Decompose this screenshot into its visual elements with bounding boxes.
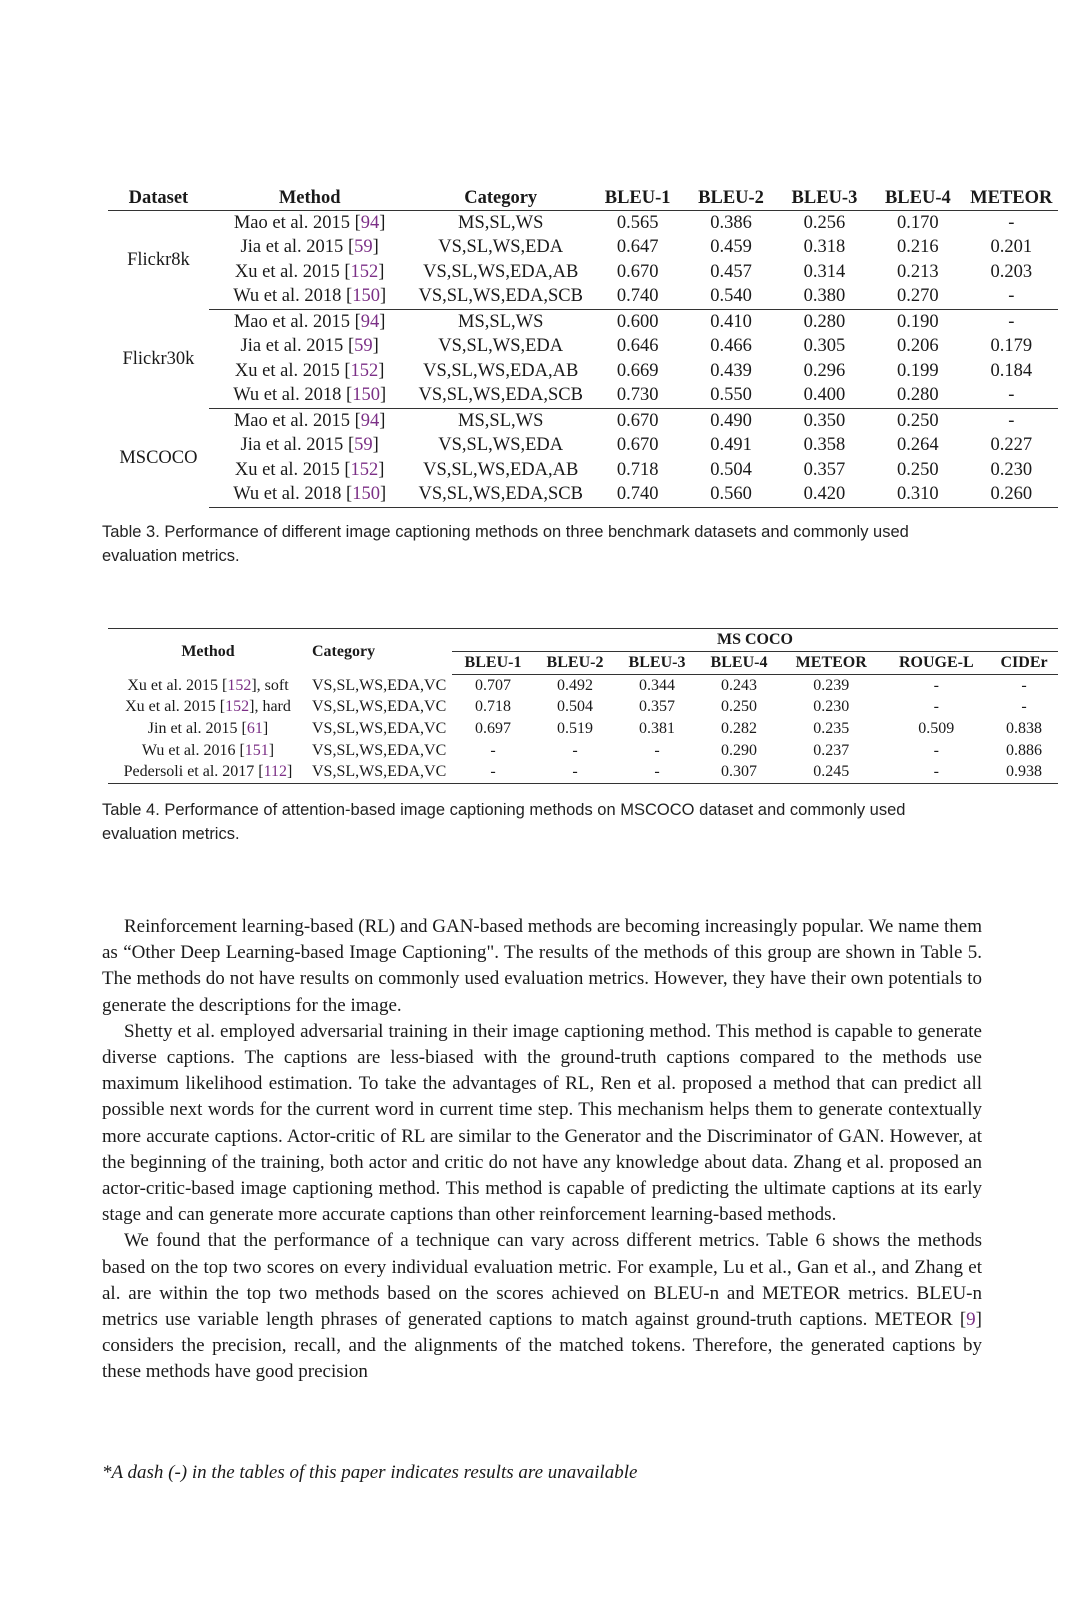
method-cell: Wu et al. 2018 [150] (209, 285, 411, 310)
header-category: Category (411, 186, 591, 211)
metric-cell: - (572, 763, 578, 781)
b3-cell: 0.305 (803, 336, 846, 357)
category-cell: VS,SL,WS,EDA,AB (423, 459, 579, 480)
header-metric: CIDEr (990, 652, 1058, 675)
table-4-caption: Table 4. Performance of attention-based image captioning methods on MSCOCO dataset and commonly used evaluation metrics. (102, 801, 906, 843)
b4-cell: 0.190 (897, 311, 939, 332)
b4-cell: 0.250 (897, 459, 939, 480)
metric-cell: 0.504 (557, 698, 593, 716)
table-row (108, 384, 1058, 409)
table-row (108, 740, 1058, 762)
method-cell: Xu et al. 2015 [152] (234, 360, 385, 381)
header-metric: METEOR (780, 652, 882, 675)
b1-cell: 0.740 (591, 483, 684, 508)
b1-cell: 0.565 (616, 212, 659, 233)
metric-cell: - (933, 741, 939, 759)
b4-cell: 0.216 (897, 237, 939, 258)
header-bleu4: BLEU-4 (871, 186, 964, 211)
metric-cell: 0.492 (557, 676, 593, 694)
b4-cell: 0.199 (897, 360, 939, 381)
method-cell: Xu et al. 2015 [152], soft (127, 676, 289, 694)
citation-link[interactable]: 94 (360, 410, 380, 431)
header-metric: ROUGE-L (882, 652, 990, 675)
method-name: Wu et al. 2018 (233, 484, 342, 505)
method-cell: Jia et al. 2015 [59] (240, 435, 379, 456)
method-name: Xu et al. 2015 (234, 261, 340, 282)
metric-cell: - (490, 763, 496, 781)
b4-cell: 0.206 (897, 336, 939, 357)
b3-cell: 0.318 (803, 237, 846, 258)
b2-cell: 0.550 (684, 384, 777, 409)
category-cell: VS,SL,WS,EDA,SCB (411, 483, 591, 508)
metric-cell: - (933, 676, 939, 694)
dataset-cell: Flickr30k (122, 348, 195, 369)
category-cell: VS,SL,WS,EDA,VC (312, 763, 447, 781)
method-cell: Mao et al. 2015 [94] (233, 311, 386, 332)
header-meteor: METEOR (965, 186, 1058, 211)
method-name: Xu et al. 2015 (125, 698, 216, 716)
b4-cell: 0.170 (897, 212, 939, 233)
header-method: Method (209, 186, 411, 211)
method-name: Jia et al. 2015 (240, 237, 344, 258)
table-row (108, 359, 1058, 384)
header-metric: BLEU-3 (616, 652, 698, 675)
header-metric: BLEU-2 (534, 652, 616, 675)
category-cell: VS,SL,WS,EDA,VC (312, 741, 447, 759)
category-cell: MS,SL,WS (458, 410, 544, 431)
meteor-cell: - (965, 384, 1058, 409)
metric-cell: 0.235 (813, 719, 850, 737)
b1-cell: 0.600 (616, 311, 659, 332)
table-row (108, 409, 1058, 434)
citation-link[interactable]: 112 (263, 763, 288, 781)
b1-cell: 0.670 (616, 261, 659, 282)
metric-cell: - (1021, 698, 1027, 716)
method-name: Wu et al. 2018 (233, 385, 342, 406)
category-cell: VS,SL,WS,EDA,VC (312, 676, 447, 694)
meteor-cell: - (1008, 212, 1015, 233)
citation-link[interactable]: 94 (360, 311, 380, 332)
metric-cell: - (933, 763, 939, 781)
citation-link[interactable]: 152 (350, 459, 379, 480)
meteor-cell: 0.184 (990, 360, 1033, 381)
method-name: Jia et al. 2015 (240, 435, 344, 456)
b2-cell: 0.410 (710, 311, 752, 332)
method-cell: Jin et al. 2015 [61] (147, 719, 269, 737)
b2-cell: 0.490 (710, 410, 752, 431)
metric-cell: 0.519 (557, 719, 593, 737)
citation-link[interactable]: 152 (350, 360, 379, 381)
metric-cell: 0.697 (475, 719, 511, 737)
table-row (108, 718, 1058, 740)
b1-cell: 0.740 (591, 285, 684, 310)
b4-cell: 0.310 (871, 483, 964, 508)
category-cell: VS,SL,WS,EDA (438, 336, 564, 357)
table-row (108, 236, 1058, 261)
paragraph-3 (102, 1228, 982, 1385)
metric-cell: 0.381 (639, 719, 675, 737)
metric-cell: - (654, 763, 660, 781)
b1-cell: 0.718 (616, 459, 659, 480)
table-4-body (108, 675, 1058, 784)
metric-cell: 0.509 (918, 719, 955, 737)
metric-cell: 0.718 (475, 698, 511, 716)
b2-cell: 0.560 (684, 483, 777, 508)
citation-link[interactable]: 151 (244, 741, 269, 759)
table-row (108, 697, 1058, 719)
meteor-cell: 0.227 (990, 435, 1033, 456)
b1-cell: 0.670 (616, 435, 659, 456)
b3-cell: 0.380 (778, 285, 871, 310)
meteor-cell: - (1008, 311, 1015, 332)
header-dataset: Dataset (108, 186, 209, 211)
metric-cell: - (572, 741, 578, 759)
metric-cell: 0.357 (639, 698, 675, 716)
footnote: *A dash (-) in the tables of this paper indicates results are unavailable (102, 1462, 638, 1483)
table-4-header-row (108, 629, 1058, 652)
citation-link[interactable]: 59 (354, 336, 373, 357)
category-cell: MS,SL,WS (458, 212, 544, 233)
citation-link[interactable]: 152 (350, 261, 379, 282)
table-row (108, 483, 1058, 508)
b2-cell: 0.540 (684, 285, 777, 310)
method-cell: Mao et al. 2015 [94] (233, 410, 386, 431)
b3-cell: 0.256 (803, 212, 846, 233)
method-cell: Wu et al. 2018 [150] (209, 483, 411, 508)
table-row (108, 458, 1058, 483)
metric-cell: 0.282 (721, 719, 757, 737)
method-name: Mao et al. 2015 (233, 410, 350, 431)
meteor-cell: 0.203 (990, 261, 1033, 282)
metric-cell: 0.344 (639, 676, 675, 694)
method-cell: Wu et al. 2016 [151] (141, 741, 275, 759)
metric-cell: 0.838 (1006, 719, 1043, 737)
body-text (102, 914, 982, 1386)
b4-cell: 0.280 (871, 384, 964, 409)
metric-cell: - (654, 741, 660, 759)
citation-link[interactable]: 152 (225, 698, 250, 716)
metric-cell: 0.938 (1006, 763, 1043, 781)
metric-cell: - (490, 741, 496, 759)
metric-cell: 0.250 (721, 698, 757, 716)
method-name: Jin et al. 2015 (147, 719, 238, 737)
metric-cell: 0.243 (721, 676, 757, 694)
meteor-cell: - (965, 285, 1058, 310)
metric-cell: 0.307 (721, 763, 757, 781)
table-row (108, 675, 1058, 697)
b3-cell: 0.358 (803, 435, 846, 456)
method-cell: Xu et al. 2015 [152], hard (125, 698, 291, 716)
method-cell: Jia et al. 2015 [59] (240, 336, 379, 357)
metric-cell: 0.886 (1006, 741, 1043, 759)
table-row (108, 335, 1058, 360)
method-cell: Xu et al. 2015 [152] (234, 261, 385, 282)
paragraph-3-text-a: We found that the performance of a technique can vary across different metrics. Table 6 shows the methods based on the top two scores on every individual evaluation metric. For example, Lu et al., Gan et al., and Zhang et al. are within the top two methods based on the scores achieved on BLEU-n and METEOR metrics. BLEU-n metrics use variable length phrases of generated captions to match against ground-truth captions. METEOR [ (102, 1230, 982, 1331)
table-3-caption: Table 3. Performance of different image captioning methods on three benchmark datasets and commonly used evaluation metrics. (102, 523, 909, 565)
category-cell: VS,SL,WS,EDA (438, 435, 564, 456)
category-cell: VS,SL,WS,EDA,SCB (411, 285, 591, 310)
b3-cell: 0.314 (803, 261, 846, 282)
paragraph-2: Shetty et al. employed adversarial training in their image captioning method. This method is capable to generate diverse captions. The captions are less-biased with the ground-truth captions compared to the methods use maximum likelihood estimation. To take the advantages of RL, Ren et al. proposed a method that can predict all possible next words for the current word in current time step. This mechanism helps them to generate contextually more accurate captions. Actor-critic of RL are similar to the Generator and the Discriminator of GAN. However, at the beginning of the training, both actor and critic do not have any knowledge about data. Zhang et al. proposed an actor-critic-based image captioning method. This method is capable of predicting the ultimate captions at its early stage and can generate more accurate captions than other reinforcement learning-based methods. (102, 1020, 982, 1226)
citation-link[interactable]: 150 (352, 484, 380, 505)
b1-cell: 0.730 (591, 384, 684, 409)
header-method: Method (181, 642, 235, 660)
citation-link[interactable]: 59 (354, 237, 373, 258)
method-name: Xu et al. 2015 (234, 459, 340, 480)
method-name: Jia et al. 2015 (240, 336, 344, 357)
citation-link[interactable]: 59 (354, 435, 373, 456)
category-cell: VS,SL,WS,EDA,VC (312, 719, 447, 737)
dataset-cell: Flickr8k (127, 249, 190, 270)
b3-cell: 0.420 (778, 483, 871, 508)
b2-cell: 0.457 (710, 261, 752, 282)
table-3-body (108, 211, 1058, 508)
table-row (108, 434, 1058, 459)
category-cell: VS,SL,WS,EDA,AB (423, 261, 579, 282)
paragraph-1: Reinforcement learning-based (RL) and GAN-based methods are becoming increasingly popular. We name them as “Other Deep Learning-based Image Captioning". The results of the methods of this group are shown in Table 5. The methods do not have results on commonly used evaluation metrics. However, they have their own potentials to generate the descriptions for the image. (102, 916, 982, 1016)
table-3 (108, 186, 1058, 508)
b4-cell: 0.264 (897, 435, 939, 456)
metric-cell: - (933, 698, 939, 716)
citation-link[interactable]: 150 (352, 385, 380, 406)
header-ms-coco: MS COCO (452, 629, 1058, 652)
b4-cell: 0.213 (897, 261, 939, 282)
method-cell: Mao et al. 2015 [94] (233, 212, 386, 233)
category-cell: VS,SL,WS,EDA,AB (423, 360, 579, 381)
header-bleu3: BLEU-3 (778, 186, 871, 211)
table-3-header-row (108, 186, 1058, 211)
citation-link[interactable]: 94 (360, 212, 380, 233)
citation-link[interactable]: 61 (246, 719, 263, 737)
b1-cell: 0.647 (616, 237, 659, 258)
b2-cell: 0.491 (710, 435, 752, 456)
method-cell: Wu et al. 2018 [150] (209, 384, 411, 409)
table-row (108, 761, 1058, 783)
method-cell: Pedersoli et al. 2017 [112] (123, 763, 293, 781)
header-bleu2: BLEU-2 (684, 186, 777, 211)
method-name: Wu et al. 2018 (233, 286, 342, 307)
method-name: Pedersoli et al. 2017 (123, 763, 255, 781)
header-bleu1: BLEU-1 (591, 186, 684, 211)
metric-cell: 0.290 (721, 741, 757, 759)
table-row (108, 310, 1058, 335)
method-cell: Xu et al. 2015 [152] (234, 459, 385, 480)
b1-cell: 0.670 (616, 410, 659, 431)
metric-cell: 0.237 (813, 741, 850, 759)
method-suffix: , soft (256, 676, 289, 694)
table-row (108, 260, 1058, 285)
metric-cell: 0.230 (813, 698, 850, 716)
method-suffix: , hard (254, 698, 291, 716)
method-name: Xu et al. 2015 (234, 360, 340, 381)
citation-link[interactable]: 9 (966, 1309, 976, 1331)
metric-cell: 0.239 (813, 676, 850, 694)
meteor-cell: 0.179 (990, 336, 1033, 357)
b3-cell: 0.357 (803, 459, 846, 480)
category-cell: MS,SL,WS (458, 311, 544, 332)
header-metric: BLEU-4 (698, 652, 780, 675)
b3-cell: 0.400 (778, 384, 871, 409)
b3-cell: 0.350 (803, 410, 846, 431)
b2-cell: 0.466 (710, 336, 752, 357)
citation-link[interactable]: 150 (352, 286, 380, 307)
b1-cell: 0.646 (616, 336, 659, 357)
category-cell: VS,SL,WS,EDA,VC (312, 698, 447, 716)
meteor-cell: 0.201 (990, 237, 1033, 258)
metric-cell: - (1021, 676, 1027, 694)
paragraph-3-text-b: ] considers the precision, recall, and the alignments of the matched tokens. Therefore, the generated captions by these methods have good precision (102, 1309, 982, 1383)
b2-cell: 0.459 (710, 237, 752, 258)
meteor-cell: - (1008, 410, 1015, 431)
dataset-cell: MSCOCO (119, 447, 198, 468)
metric-cell: 0.707 (475, 676, 511, 694)
meteor-cell: 0.260 (965, 483, 1058, 508)
category-cell: VS,SL,WS,EDA (438, 237, 564, 258)
method-name: Wu et al. 2016 (141, 741, 236, 759)
method-name: Mao et al. 2015 (233, 212, 350, 233)
meteor-cell: 0.230 (990, 459, 1033, 480)
b4-cell: 0.250 (897, 410, 939, 431)
b2-cell: 0.439 (710, 360, 752, 381)
b3-cell: 0.280 (803, 311, 846, 332)
b1-cell: 0.669 (616, 360, 659, 381)
method-name: Mao et al. 2015 (233, 311, 350, 332)
table-row (108, 211, 1058, 236)
header-category: Category (312, 642, 376, 660)
b2-cell: 0.504 (710, 459, 752, 480)
header-metric: BLEU-1 (452, 652, 534, 675)
b3-cell: 0.296 (803, 360, 846, 381)
method-name: Xu et al. 2015 (127, 676, 218, 694)
b4-cell: 0.270 (871, 285, 964, 310)
metric-cell: 0.245 (813, 763, 850, 781)
category-cell: VS,SL,WS,EDA,SCB (411, 384, 591, 409)
citation-link[interactable]: 152 (227, 676, 252, 694)
method-cell: Jia et al. 2015 [59] (240, 237, 379, 258)
b2-cell: 0.386 (710, 212, 752, 233)
table-4 (108, 628, 1058, 784)
table-row (108, 285, 1058, 310)
